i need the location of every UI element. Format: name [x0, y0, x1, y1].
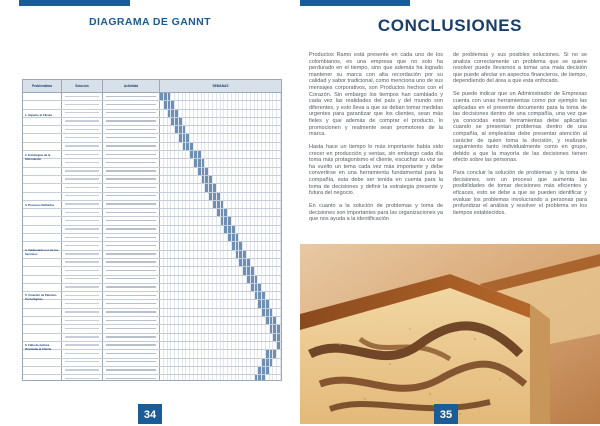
page-number: 34 [138, 404, 162, 424]
gantt-row [23, 234, 281, 242]
gantt-row [23, 184, 281, 192]
gantt-row [23, 342, 281, 350]
top-band [300, 0, 410, 6]
gantt-row [23, 118, 281, 126]
gantt-row [23, 201, 281, 209]
gantt-row [23, 350, 281, 358]
header-solucion: Solución [62, 80, 103, 92]
header-semanas: SEMANAS [212, 84, 229, 88]
marble-cake-photo [300, 244, 600, 424]
gantt-row [23, 334, 281, 342]
top-band [19, 0, 130, 6]
header-problematica: Problemática [23, 80, 62, 92]
gantt-row [23, 292, 281, 300]
gantt-row [23, 151, 281, 159]
paragraph: Se puede indicar que un Administrador de Empresas cuenta con unas herramientas como por ejemplo las aplicadas en el presente documento para la toma de las decisiones dentro de una compañía, una vez que ya conocidas estas herramientas debe aplicarlas cuando se presentan problemas dentro de una compañía, al empleárlas debe presentar atención al carácter de quien toma la decisión, y realizarle seguimiento tanto individualmente como en grupo, debido a que la mayoría de las decisiones tienen efecto sobre las personas. [453, 91, 587, 164]
gantt-header [23, 80, 281, 93]
gantt-body [23, 93, 281, 380]
paragraph: Productos Ramo está presente en cada uno de los colombianos, es una empresa que no solo ha perdurado en el tiempo, sino que además ha logrado mantener su marca con alta recordación por su calidad y sabor tradicional, como menciona uno de sus mensajes corporativos, son Productos hechos con el Corazón. Sin embargo los tiempos han cambiado y cada vez las realidades del país y del mundo son diferentes, y esto lleva a que se deban tomar medidas urgentes para garantizar que los clientes, sean más fieles y que además de comprar el producto, lo promocionen y realmente sean promotores de la marca. [309, 52, 443, 138]
gantt-row [23, 267, 281, 275]
gantt-objective-label: 4. Inadecuado uso de los Servicios [25, 248, 59, 256]
gantt-objective-label: 2. Estrategias de la Información [25, 153, 51, 161]
gantt-row [23, 367, 281, 375]
paragraph: En cuanto a la solución de problemas y toma de decisiones son importantes para las organizaciones ya que nos ayuda a la identificación [309, 203, 443, 223]
gantt-row [23, 276, 281, 284]
gantt-row [23, 242, 281, 250]
header-actividad: Actividad [103, 80, 160, 92]
gantt-row [23, 134, 281, 142]
gantt-chart-table [22, 79, 282, 381]
gantt-row [23, 110, 281, 118]
gantt-row [23, 300, 281, 308]
right-page [300, 0, 600, 424]
text-column-left [309, 52, 443, 229]
gantt-row [23, 126, 281, 134]
gantt-row [23, 159, 281, 167]
gantt-row [23, 325, 281, 333]
gantt-objective-label: 3. Procesos Definidos [25, 203, 55, 207]
gantt-row [23, 375, 281, 381]
paragraph: Hasta hace un tiempo lo más importante había sido crecer en producción y ventas, sin embargo cada día toma más protagonismo el cliente, escuchar su voz se ha vuelto un tema cada vez más importante y debe convertirse en una herramienta fundamental para la compañía, esta debe ser tenida en cuenta para la toma de decisiones y definir la estrategia presente y futura del negocio. [309, 144, 443, 197]
gantt-row [23, 259, 281, 267]
gantt-row [23, 193, 281, 201]
paragraph: Para concluir la solución de problemas y la toma de decisiones, son un proceso que aumenta las posibilidades de tomar decisiones más eficientes y eficaces, esto se debe a que se pueden identificar y evaluar los problemas involucrando a personas para profundizar el análisis y resolver el problema en los tiempos establecidos. [453, 170, 587, 216]
gantt-row [23, 309, 281, 317]
gantt-row [23, 93, 281, 101]
text-column-right [453, 52, 587, 223]
left-page [0, 0, 300, 424]
gantt-row [23, 209, 281, 217]
cake-photo-illustration [300, 244, 600, 424]
gantt-row [23, 168, 281, 176]
page-title: DIAGRAMA DE GANNT [89, 16, 211, 28]
gantt-row [23, 217, 281, 225]
page-title: CONCLUSIONES [377, 16, 523, 35]
gantt-objective-label: 6. Falta de Cultura Orientada al Cliente [25, 343, 52, 351]
page-number: 35 [434, 404, 458, 424]
gantt-row [23, 176, 281, 184]
gantt-row [23, 284, 281, 292]
gantt-row [23, 143, 281, 151]
gantt-row [23, 359, 281, 367]
gantt-row [23, 101, 281, 109]
paragraph: de problemas y sus posibles soluciones. Si no se analiza correctamente un problema que se quiere resolver puede llevarnos a tomar una mala decisión que puede afectar en aspectos financieros, de tiempo, dependiendo del área a que esta enfocado. [453, 52, 587, 85]
gantt-objective-label: 1. Impacto al Cliente [25, 113, 53, 117]
gantt-row [23, 251, 281, 259]
gantt-objective-label: 5. Creación de Patentes Tecnológicas [25, 293, 57, 301]
gantt-row [23, 317, 281, 325]
gantt-row [23, 226, 281, 234]
